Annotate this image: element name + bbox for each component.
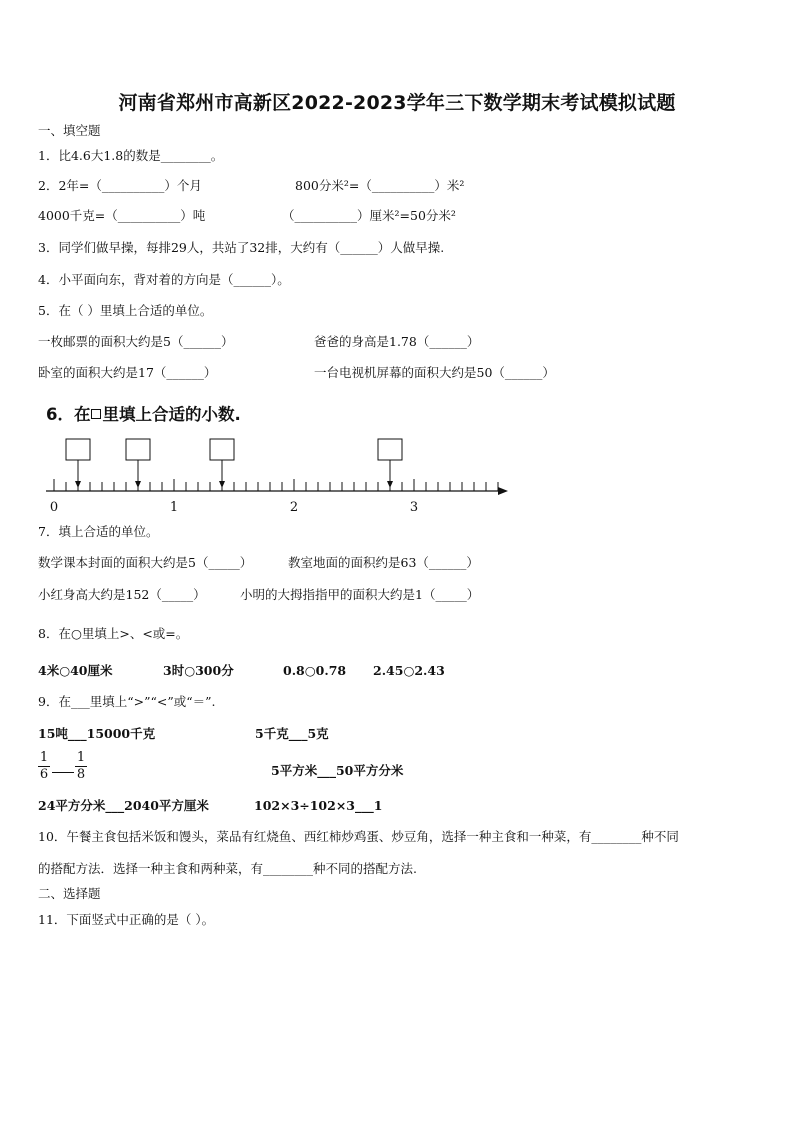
section-multiple-choice: 二、选择题 — [38, 886, 101, 901]
question-3: 3．同学们做早操，每排29人，共站了32排，大约有（______）人做早操. — [38, 240, 445, 255]
question-5a: 一枚邮票的面积大约是5（______） — [38, 334, 234, 349]
question-8-item-2: 3时○300分 — [163, 663, 234, 678]
section-fill-blank: 一、填空题 — [38, 123, 101, 138]
number-line-label: 3 — [409, 500, 419, 515]
question-1: 1．比4.6大1.8的数是________。 — [38, 148, 224, 163]
question-4: 4．小平面向东，背对着的方向是（______）。 — [38, 272, 290, 287]
question-9a: 15吨___15000千克 — [38, 726, 156, 741]
question-5c: 卧室的面积大约是17（______） — [38, 365, 217, 380]
question-2d: （__________）厘米²=50分米² — [282, 208, 456, 223]
answer-box — [210, 439, 234, 488]
question-9c: 5平方米___50平方分米 — [271, 763, 404, 778]
fraction-one-sixth: 1 6 — [39, 750, 49, 782]
question-7c: 小红身高大约是152（_____） — [38, 587, 206, 602]
question-8-item-3: 0.8○0.78 — [283, 663, 347, 678]
small-square-icon — [91, 409, 101, 419]
number-line-boxes — [66, 439, 402, 488]
page-title: 河南省郑州市高新区2022-2023学年三下数学期末考试模拟试题 — [118, 92, 676, 114]
question-10-line-1: 10．午餐主食包括米饭和馒头，菜品有红烧鱼、西红柿炒鸡蛋、炒豆角，选择一种主食和一种菜，有________种不同 — [38, 829, 679, 844]
number-line-ticks — [54, 479, 498, 491]
number-line-label: 0 — [49, 500, 59, 515]
question-9d: 24平方分米___2040平方厘米 — [38, 798, 209, 813]
question-9e: 102×3÷102×3___1 — [254, 798, 383, 813]
question-7b: 教室地面的面积约是63（______） — [288, 555, 479, 570]
question-6 — [46, 401, 241, 425]
question-2b: 800分米²=（__________）米² — [295, 178, 465, 193]
question-5d: 一台电视机屏幕的面积大约是50（______） — [314, 365, 555, 380]
question-2a: 2．2年=（__________）个月 — [38, 178, 202, 193]
number-line — [0, 430, 794, 520]
question-5b: 爸爸的身高是1.78（______） — [314, 334, 480, 349]
question-6-suffix: 里填上合适的小数. — [102, 405, 241, 424]
question-8-item-4: 2.45○2.43 — [373, 663, 445, 678]
question-8: 8．在○里填上>、<或=。 — [38, 626, 189, 641]
question-7d: 小明的大拇指指甲的面积大约是1（_____） — [240, 587, 480, 602]
question-7a: 数学课本封面的面积大约是5（_____） — [38, 555, 253, 570]
question-5: 5．在（ ）里填上合适的单位。 — [38, 303, 213, 318]
question-9b: 5千克___5克 — [255, 726, 329, 741]
question-11: 11．下面竖式中正确的是（ ）。 — [38, 912, 215, 927]
answer-box — [378, 439, 402, 488]
question-7: 7．填上合适的单位。 — [38, 524, 159, 539]
question-2c: 4000千克=（__________）吨 — [38, 208, 206, 223]
answer-box — [66, 439, 90, 488]
number-line-label: 2 — [289, 500, 299, 515]
question-6-prefix: 6．在 — [46, 405, 91, 424]
number-line-label: 1 — [169, 500, 179, 515]
answer-box — [126, 439, 150, 488]
question-10-line-2: 的搭配方法．选择一种主食和两种菜，有________种不同的搭配方法. — [38, 861, 417, 876]
number-line-labels — [50, 500, 418, 515]
fraction-one-eighth: 1 8 — [76, 750, 86, 782]
question-9: 9．在___里填上“>”“<”或“＝”. — [38, 694, 216, 709]
question-8-item-1: 4米○40厘米 — [38, 663, 113, 678]
answer-blank — [52, 772, 74, 773]
arrow-right-icon — [498, 487, 508, 495]
